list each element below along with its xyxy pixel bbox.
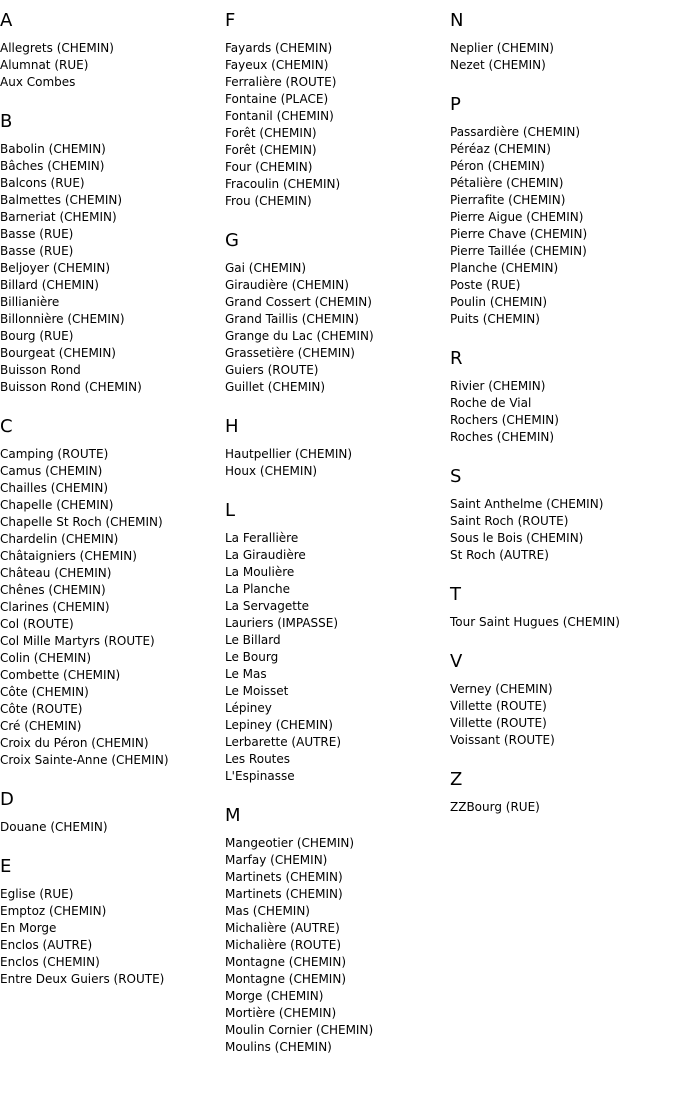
street-link[interactable]: Fayards (CHEMIN) xyxy=(225,41,333,55)
street-link[interactable]: Billonnière (CHEMIN) xyxy=(0,312,125,326)
street-link[interactable]: Camping (ROUTE) xyxy=(0,447,109,461)
letter-section xyxy=(225,805,445,1056)
street-link[interactable]: Villette (ROUTE) xyxy=(450,716,547,730)
street-link[interactable]: Côte (CHEMIN) xyxy=(0,685,89,699)
street-link[interactable]: Lerbarette (AUTRE) xyxy=(225,735,342,749)
street-link[interactable]: Forêt (CHEMIN) xyxy=(225,126,317,140)
street-link[interactable]: Basse (RUE) xyxy=(0,244,74,258)
section-letter-heading: Z xyxy=(450,769,463,790)
street-link[interactable]: Grassetière (CHEMIN) xyxy=(225,346,355,360)
street-link[interactable]: Voissant (ROUTE) xyxy=(450,733,555,747)
letter-section xyxy=(0,10,220,91)
street-link[interactable]: Moulin Cornier (CHEMIN) xyxy=(225,1023,374,1037)
street-link[interactable]: Barneriat (CHEMIN) xyxy=(0,210,117,224)
street-list xyxy=(450,799,672,816)
street-list xyxy=(450,40,672,74)
street-list xyxy=(450,124,672,328)
street-link[interactable]: Douane (CHEMIN) xyxy=(0,820,108,834)
street-link[interactable]: Péréaz (CHEMIN) xyxy=(450,142,551,156)
street-list xyxy=(0,886,220,988)
street-link[interactable]: Fracoulin (CHEMIN) xyxy=(225,177,341,191)
street-link[interactable]: Eglise (RUE) xyxy=(0,887,74,901)
letter-section xyxy=(0,789,220,836)
street-link[interactable]: Frou (CHEMIN) xyxy=(225,194,312,208)
street-link[interactable]: Château (CHEMIN) xyxy=(0,566,112,580)
street-link[interactable]: Entre Deux Guiers (ROUTE) xyxy=(0,972,165,986)
street-link[interactable]: Billianière xyxy=(0,295,60,309)
section-letter-heading: P xyxy=(450,94,461,115)
section-letter-heading: T xyxy=(450,584,461,605)
street-link[interactable]: Houx (CHEMIN) xyxy=(225,464,318,478)
street-link[interactable]: Villette (ROUTE) xyxy=(450,699,547,713)
street-link[interactable]: Emptoz (CHEMIN) xyxy=(0,904,107,918)
street-link[interactable]: Martinets (CHEMIN) xyxy=(225,887,343,901)
street-link[interactable]: Michalière (AUTRE) xyxy=(225,921,340,935)
street-link[interactable]: Martinets (CHEMIN) xyxy=(225,870,343,884)
street-link[interactable]: Côte (ROUTE) xyxy=(0,702,83,716)
street-link[interactable]: Beljoyer (CHEMIN) xyxy=(0,261,111,275)
section-letter-heading: F xyxy=(225,10,236,31)
letter-section xyxy=(450,769,672,816)
street-link[interactable]: Col Mille Martyrs (ROUTE) xyxy=(0,634,155,648)
street-list xyxy=(450,614,672,631)
letter-section xyxy=(0,111,220,396)
street-link[interactable]: La Servagette xyxy=(225,599,310,613)
street-link[interactable]: Fayeux (CHEMIN) xyxy=(225,58,329,72)
street-link[interactable]: Enclos (AUTRE) xyxy=(0,938,93,952)
street-link[interactable]: Chapelle St Roch (CHEMIN) xyxy=(0,515,163,529)
street-link[interactable]: Lauriers (IMPASSE) xyxy=(225,616,339,630)
section-letter-heading: A xyxy=(0,10,13,31)
street-link[interactable]: Le Moisset xyxy=(225,684,289,698)
street-index-column-2 xyxy=(225,10,445,1076)
street-link[interactable]: Planche (CHEMIN) xyxy=(450,261,559,275)
street-link[interactable]: Guillet (CHEMIN) xyxy=(225,380,326,394)
street-link[interactable]: Enclos (CHEMIN) xyxy=(0,955,100,969)
street-list xyxy=(450,496,672,564)
street-link[interactable]: Croix Sainte-Anne (CHEMIN) xyxy=(0,753,169,767)
street-link[interactable]: Bâches (CHEMIN) xyxy=(0,159,105,173)
street-link[interactable]: Ferralière (ROUTE) xyxy=(225,75,337,89)
street-link[interactable]: Mortière (CHEMIN) xyxy=(225,1006,337,1020)
street-link[interactable]: Clarines (CHEMIN) xyxy=(0,600,110,614)
street-link[interactable]: Gai (CHEMIN) xyxy=(225,261,307,275)
letter-section xyxy=(225,500,445,785)
street-link[interactable]: Balcons (RUE) xyxy=(0,176,85,190)
street-link[interactable]: L'Espinasse xyxy=(225,769,295,783)
street-link[interactable]: St Roch (AUTRE) xyxy=(450,548,549,562)
street-list xyxy=(225,40,445,210)
street-link[interactable]: Marfay (CHEMIN) xyxy=(225,853,328,867)
street-index-column-1 xyxy=(0,10,220,1008)
section-letter-heading: B xyxy=(0,111,13,132)
street-index-column-3 xyxy=(450,10,672,836)
section-letter-heading: R xyxy=(450,348,463,369)
section-letter-heading: V xyxy=(450,651,463,672)
street-link[interactable]: Buisson Rond xyxy=(0,363,81,377)
street-link[interactable]: Grand Taillis (CHEMIN) xyxy=(225,312,359,326)
street-link[interactable]: Allegrets (CHEMIN) xyxy=(0,41,114,55)
street-link[interactable]: Mas (CHEMIN) xyxy=(225,904,310,918)
street-link[interactable]: Rochers (CHEMIN) xyxy=(450,413,559,427)
street-link[interactable]: Morge (CHEMIN) xyxy=(225,989,324,1003)
street-link[interactable]: Sous le Bois (CHEMIN) xyxy=(450,531,584,545)
street-link[interactable]: Lepiney (CHEMIN) xyxy=(225,718,333,732)
street-link[interactable]: Rivier (CHEMIN) xyxy=(450,379,546,393)
letter-section xyxy=(225,416,445,480)
street-link[interactable]: Lépiney xyxy=(225,701,272,715)
street-link[interactable]: Châtaigniers (CHEMIN) xyxy=(0,549,137,563)
street-link[interactable]: Pierre Aigue (CHEMIN) xyxy=(450,210,584,224)
letter-section xyxy=(450,10,672,74)
letter-section xyxy=(450,466,672,564)
street-link[interactable]: Bourg (RUE) xyxy=(0,329,74,343)
street-link[interactable]: Combette (CHEMIN) xyxy=(0,668,121,682)
street-link[interactable]: Chapelle (CHEMIN) xyxy=(0,498,114,512)
letter-section xyxy=(225,230,445,396)
street-link[interactable]: Le Bourg xyxy=(225,650,279,664)
street-link[interactable]: Poste (RUE) xyxy=(450,278,521,292)
section-letter-heading: H xyxy=(225,416,239,437)
street-link[interactable]: Bourgeat (CHEMIN) xyxy=(0,346,116,360)
street-link[interactable]: Col (ROUTE) xyxy=(0,617,74,631)
letter-section xyxy=(450,94,672,328)
section-letter-heading: M xyxy=(225,805,241,826)
street-link[interactable]: La Ferallière xyxy=(225,531,299,545)
street-list xyxy=(0,40,220,91)
street-link[interactable]: Passardière (CHEMIN) xyxy=(450,125,581,139)
street-link[interactable]: Colin (CHEMIN) xyxy=(0,651,92,665)
street-link[interactable]: Guiers (ROUTE) xyxy=(225,363,319,377)
street-link[interactable]: La Moulière xyxy=(225,565,295,579)
street-link[interactable]: Chênes (CHEMIN) xyxy=(0,583,106,597)
street-link[interactable]: Saint Anthelme (CHEMIN) xyxy=(450,497,604,511)
street-list xyxy=(450,378,672,446)
street-link[interactable]: Fontanil (CHEMIN) xyxy=(225,109,334,123)
street-link[interactable]: Forêt (CHEMIN) xyxy=(225,143,317,157)
street-link[interactable]: Verney (CHEMIN) xyxy=(450,682,553,696)
section-letter-heading: D xyxy=(0,789,14,810)
street-link[interactable]: La Planche xyxy=(225,582,290,596)
street-link[interactable]: Pierrafite (CHEMIN) xyxy=(450,193,566,207)
street-link[interactable]: Roche de Vial xyxy=(450,396,532,410)
street-link[interactable]: Montagne (CHEMIN) xyxy=(225,955,346,969)
street-link[interactable]: Roches (CHEMIN) xyxy=(450,430,555,444)
street-link[interactable]: En Morge xyxy=(0,921,57,935)
section-letter-heading: N xyxy=(450,10,464,31)
street-list xyxy=(0,446,220,769)
street-list xyxy=(225,446,445,480)
street-link[interactable]: Péron (CHEMIN) xyxy=(450,159,545,173)
letter-section xyxy=(0,856,220,988)
section-letter-heading: C xyxy=(0,416,13,437)
street-link[interactable]: Pétalière (CHEMIN) xyxy=(450,176,564,190)
letter-section xyxy=(450,348,672,446)
street-list xyxy=(225,835,445,1056)
section-letter-heading: E xyxy=(0,856,12,877)
street-link[interactable]: Giraudière (CHEMIN) xyxy=(225,278,349,292)
street-link[interactable]: Nezet (CHEMIN) xyxy=(450,58,546,72)
street-link[interactable]: Aux Combes xyxy=(0,75,76,89)
section-letter-heading: L xyxy=(225,500,236,521)
street-link[interactable]: Le Mas xyxy=(225,667,267,681)
street-link[interactable]: Moulins (CHEMIN) xyxy=(225,1040,332,1054)
street-list xyxy=(225,530,445,785)
street-list xyxy=(0,819,220,836)
street-link[interactable]: Les Routes xyxy=(225,752,291,766)
street-link[interactable]: Neplier (CHEMIN) xyxy=(450,41,554,55)
street-link[interactable]: Saint Roch (ROUTE) xyxy=(450,514,569,528)
street-link[interactable]: Hautpellier (CHEMIN) xyxy=(225,447,353,461)
street-link[interactable]: Le Billard xyxy=(225,633,281,647)
street-link[interactable]: Chardelin (CHEMIN) xyxy=(0,532,119,546)
street-link[interactable]: Basse (RUE) xyxy=(0,227,74,241)
street-link[interactable]: Mangeotier (CHEMIN) xyxy=(225,836,355,850)
street-link[interactable]: Fontaine (PLACE) xyxy=(225,92,329,106)
street-link[interactable]: Puits (CHEMIN) xyxy=(450,312,540,326)
street-link[interactable]: Babolin (CHEMIN) xyxy=(0,142,106,156)
letter-section xyxy=(450,651,672,749)
street-link[interactable]: Michalière (ROUTE) xyxy=(225,938,342,952)
street-link[interactable]: Camus (CHEMIN) xyxy=(0,464,103,478)
street-link[interactable]: Grand Cossert (CHEMIN) xyxy=(225,295,372,309)
street-link[interactable]: Montagne (CHEMIN) xyxy=(225,972,346,986)
street-link[interactable]: Billard (CHEMIN) xyxy=(0,278,99,292)
street-link[interactable]: Alumnat (RUE) xyxy=(0,58,89,72)
street-link[interactable]: ZZBourg (RUE) xyxy=(450,800,540,814)
letter-section xyxy=(0,416,220,769)
section-letter-heading: S xyxy=(450,466,462,487)
letter-section xyxy=(450,584,672,631)
letter-section xyxy=(225,10,445,210)
street-link[interactable]: Pierre Taillée (CHEMIN) xyxy=(450,244,587,258)
street-link[interactable]: Poulin (CHEMIN) xyxy=(450,295,548,309)
street-list xyxy=(450,681,672,749)
street-link[interactable]: Pierre Chave (CHEMIN) xyxy=(450,227,588,241)
street-link[interactable]: Croix du Péron (CHEMIN) xyxy=(0,736,149,750)
street-link[interactable]: Tour Saint Hugues (CHEMIN) xyxy=(450,615,620,629)
street-link[interactable]: Cré (CHEMIN) xyxy=(0,719,82,733)
street-link[interactable]: Chailles (CHEMIN) xyxy=(0,481,109,495)
street-link[interactable]: La Giraudière xyxy=(225,548,306,562)
street-list xyxy=(0,141,220,396)
street-link[interactable]: Balmettes (CHEMIN) xyxy=(0,193,123,207)
street-link[interactable]: Four (CHEMIN) xyxy=(225,160,313,174)
street-link[interactable]: Buisson Rond (CHEMIN) xyxy=(0,380,142,394)
street-link[interactable]: Grange du Lac (CHEMIN) xyxy=(225,329,374,343)
section-letter-heading: G xyxy=(225,230,239,251)
street-list xyxy=(225,260,445,396)
